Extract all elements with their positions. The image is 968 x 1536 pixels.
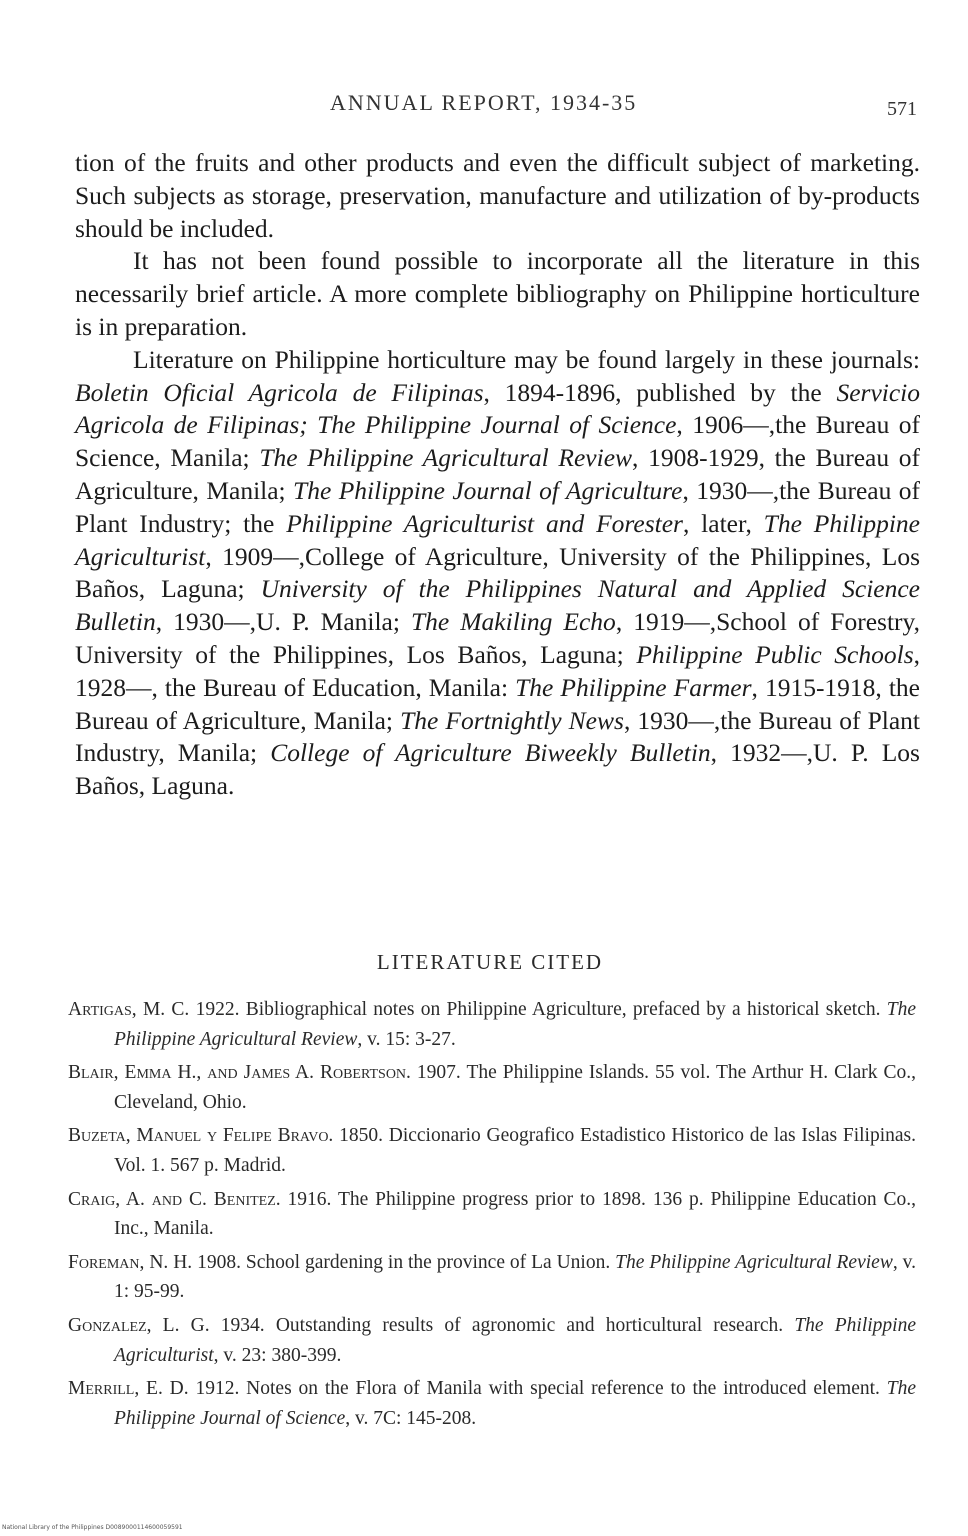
reference-list (68, 995, 916, 1437)
journal-title: The Fortnightly News (400, 705, 624, 735)
reference-text: 1934. Outstanding results of agronomic and horticultural research. (209, 1314, 795, 1336)
journal-title: Philippine Public Schools (636, 639, 914, 669)
reference-item (68, 1058, 916, 1117)
text-run: , 1906—,the Bureau of Science, Manila; (75, 410, 921, 473)
text-run: Literature on Philippine horticulture may be found largely in these journals: (133, 344, 920, 374)
paragraph-continuation: tion of the fruits and other products and even the difficult subject of marketing. Such subjects as storage, preservation, manufacture and utilization of by-products should be included. (75, 148, 920, 243)
reference-text: 1907. The Philippine Islands. 55 vol. The Arthur H. Clark Co., Cleveland, Ohio. (114, 1062, 916, 1113)
journal-title: The Makiling Echo (411, 607, 616, 637)
reference-journal: The Philippine Agricultural Review (114, 999, 916, 1050)
reference-item (68, 1311, 916, 1370)
text-run: , 1930—,the Bureau of Plant Industry, Manila; (75, 705, 921, 768)
library-scan-stamp: National Library of the Philippines D0089000114600059591 (2, 1524, 183, 1531)
paragraph-bibliography-note: It has not been found possible to incorporate all the literature in this necessarily brief article. A more complete bibliography on Philippine horticulture is in preparation. (75, 246, 920, 341)
reference-item (68, 1248, 916, 1307)
reference-author: Merrill, E. D. (68, 1378, 189, 1400)
reference-item (68, 1121, 916, 1180)
section-heading-literature-cited: LITERATURE CITED (376, 950, 604, 974)
reference-author: Buzeta, Manuel y Felipe Bravo. (68, 1125, 334, 1147)
reference-item (68, 1374, 916, 1433)
running-head (0, 90, 968, 120)
page-number: 571 (887, 98, 917, 120)
text-run: , 1909—,College of Agriculture, University of the Philippines, Los Baños, Laguna; (75, 541, 920, 604)
text-run: , later, (682, 508, 764, 538)
reference-text: 1912. Notes on the Flora of Manila with special reference to the introduced element. (188, 1378, 887, 1400)
journal-title: The Philippine Journal of Agriculture (293, 475, 683, 505)
journal-title: College of Agriculture Biweekly Bulletin (270, 738, 711, 768)
reference-tail: , v. 15: 3-27. (357, 1028, 456, 1050)
text-run: , 1915-1918, the Bureau of Agriculture, Manila; (75, 672, 920, 735)
reference-author: Gonzalez, L. G. (68, 1314, 210, 1336)
reference-author: Blair, Emma H., and James A. Robertson. (68, 1062, 411, 1084)
journal-title: The Philippine Agriculturist (75, 508, 920, 571)
text-run: , 1919—,School of Forestry, University of the Philippines, Los Baños, Laguna; (75, 607, 920, 669)
reference-author: Foreman, N. H. (68, 1251, 193, 1273)
reference-tail: , v. 1: 95-99. (114, 1251, 916, 1303)
reference-journal: The Philippine Journal of Science (114, 1378, 916, 1429)
reference-text: 1916. The Philippine progress prior to 1898. 136 p. Philippine Education Co., Inc., Manila. (114, 1188, 916, 1240)
text-run: , 1928—, the Bureau of Education, Manila: (75, 639, 921, 702)
body-text (75, 147, 920, 803)
reference-text: 1850. Diccionario Geografico Estadistico Historico de las Islas Filipinas. Vol. 1. 567 p. Madrid. (114, 1125, 916, 1176)
journal-title: The Philippine Agricultural Review (259, 443, 633, 473)
journal-title: The Philippine Farmer (515, 672, 752, 702)
paragraph-journals (75, 344, 920, 803)
reference-tail: , v. 23: 380-399. (213, 1344, 342, 1366)
journal-title: Boletin Oficial Agricola de Filipinas (75, 377, 484, 407)
reference-tail: , v. 7C: 145-208. (345, 1407, 477, 1429)
reference-author: Craig, A. and C. Benitez. (68, 1188, 281, 1210)
journal-title: Servicio Agricola de Filipinas; The Philippine Journal of Science (75, 377, 921, 440)
journal-title: Philippine Agriculturist and Forester (286, 508, 683, 538)
journal-title: University of the Philippines Natural and Applied Science Bulletin (75, 574, 920, 637)
reference-journal: The Philippine Agriculturist (114, 1314, 916, 1366)
text-run: , 1908-1929, the Bureau of Agriculture, Manila; (75, 443, 920, 505)
text-run: , 1930—,U. P. Manila; (155, 607, 411, 637)
text-run: , 1930—,the Bureau of Plant Industry; the (75, 475, 920, 538)
text-run: , 1932—,U. P. Los Baños, Laguna. (75, 738, 920, 801)
running-title: ANNUAL REPORT, 1934-35 (330, 90, 638, 115)
reference-text: 1922. Bibliographical notes on Philippine Agriculture, prefaced by a historical sketch. (189, 999, 887, 1020)
text-run: , 1894-1896, published by the (483, 377, 837, 407)
reference-item (68, 1185, 916, 1244)
reference-author: Artigas, M. C. (68, 999, 190, 1020)
reference-text: 1908. School gardening in the province of La Union. (192, 1251, 616, 1273)
reference-journal: The Philippine Agricultural Review (615, 1251, 893, 1273)
reference-item (68, 995, 916, 1054)
